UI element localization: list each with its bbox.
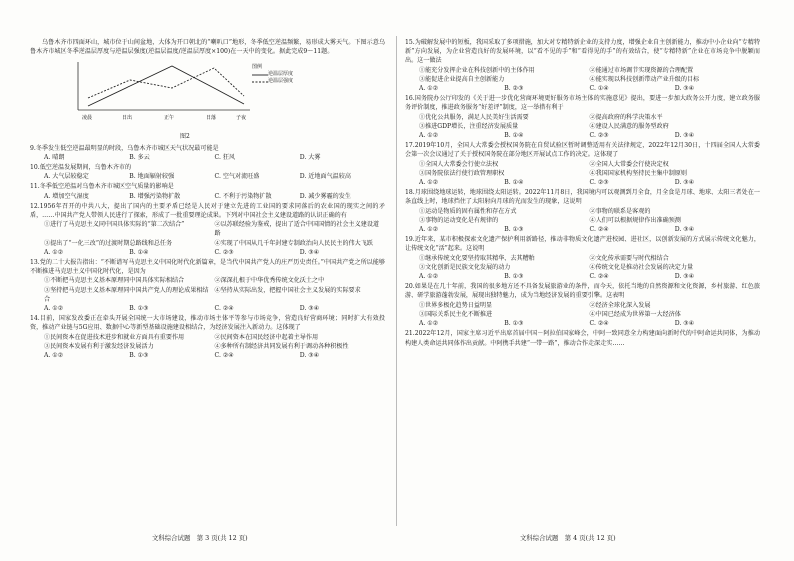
statement-list bbox=[44, 276, 385, 304]
statement-item: ④人们可以根据规律作出准确预测 bbox=[589, 216, 681, 224]
statement-item: ①进行了马克思主义同中国具体实际的“第二次结合” bbox=[44, 221, 185, 229]
question-text: 1956年召开的中共八大，提出了国内的主要矛盾已经是人民对于建立先进的工业国的要求同落后的农业国的现实之间的矛盾，……中国共产党人带领人民进行了探索，形成了一批重要理论成果。下列对中国社会主义建设道路的认识正确的有 bbox=[30, 202, 385, 220]
chart-svg bbox=[64, 58, 254, 126]
question-number: 15. bbox=[405, 39, 415, 46]
statement-item: ③提出了“一化三改”的过渡时期总路线和总任务 bbox=[44, 239, 173, 247]
answer-option: B. ①④ bbox=[504, 132, 524, 140]
answer-option: D. ③④ bbox=[299, 305, 320, 313]
answer-option: A. ①② bbox=[419, 273, 439, 281]
statement-item: ③民间资本发展有利于激发经济发展活力 bbox=[44, 342, 154, 350]
answer-option: D. ③④ bbox=[299, 352, 320, 360]
question-19 bbox=[405, 235, 760, 281]
statement-item: ④实现了中国从几千年封建专制政治向人民民主的伟大飞跃 bbox=[214, 239, 373, 247]
statement-item: ②能通过市场调节实现资源的合理配置 bbox=[589, 66, 694, 74]
question-number: 21. bbox=[405, 330, 415, 338]
footer-page-4: 文科综合试题 第 4 页(共 12 页) bbox=[520, 534, 616, 542]
question-stem bbox=[30, 202, 385, 220]
answer-options bbox=[44, 172, 385, 181]
question-text: 月球围绕地球运转，地球围绕太阳运转。2022年11月8日，我国境内可以观测到月全食，月全食是月球、地球、太阳三者处在一条直线上时，地球挡住了太阳射向月球的光而发生的现象，这说明 bbox=[405, 189, 760, 206]
statement-item: ②以苏联经验为鉴戒，提出了适合中国国情的社会主义建设道路 bbox=[214, 221, 380, 238]
statement-item: ④中国已经成为世界第一大经济体 bbox=[589, 310, 681, 318]
question-number: 16. bbox=[405, 95, 415, 103]
question-18 bbox=[405, 188, 760, 234]
answer-options bbox=[419, 319, 760, 328]
statement-list bbox=[44, 333, 385, 351]
question-text: 党的二十大报告指出：“不断谱写马克思主义中国化时代化新篇章，是当代中国共产党人的庄严历史责任。”中国共产党之所以能够不断推进马克思主义中国化时代化，是因为 bbox=[30, 259, 385, 276]
answer-option: C. ②③ bbox=[214, 248, 234, 256]
answer-options bbox=[44, 153, 385, 162]
answer-options bbox=[419, 225, 760, 234]
answer-option: A. ①② bbox=[419, 85, 439, 93]
answer-option: B. ①④ bbox=[129, 248, 149, 256]
statement-item: ③事物的运动变化是有规律的 bbox=[419, 216, 499, 224]
answer-option: A. ①② bbox=[419, 226, 439, 234]
question-stem bbox=[405, 38, 760, 66]
answer-option: C. ②④ bbox=[214, 352, 234, 360]
series-thickness bbox=[88, 66, 244, 106]
statement-item: ①不断把马克思主义基本原理同中国具体实际相结合 bbox=[44, 277, 185, 285]
statement-item: ③国际关系民主化不断推进 bbox=[419, 310, 493, 318]
statement-item: ②经济全球化深入发展 bbox=[589, 301, 651, 309]
question-14 bbox=[30, 314, 385, 360]
x-tick-3: 日落 bbox=[206, 115, 217, 122]
question-number: 14. bbox=[30, 315, 40, 323]
question-20 bbox=[405, 282, 760, 328]
statement-list bbox=[419, 66, 760, 84]
answer-option: C. ②④ bbox=[589, 226, 609, 234]
statement-item: ③能促进企业提高自主创新能力 bbox=[419, 75, 505, 83]
answer-option: B. ②③ bbox=[504, 85, 524, 93]
answer-option: B. ①③ bbox=[129, 305, 149, 313]
answer-options bbox=[419, 178, 760, 187]
question-text: 近年来，某市积极探索文化遗产保护利用新路径，推动非物质文化遗产进校园、进社区，以创新发展的方式展示传统文化魅力，让传统文化“活”起来。这说明 bbox=[405, 236, 760, 253]
question-text: 冬季低空逆温对乌鲁木齐市城区空气质量的影响是 bbox=[39, 183, 174, 191]
question-number: 17. bbox=[405, 142, 415, 150]
question-text: 2022年12月，国家主席习近平出席首届中国－阿拉伯国家峰会，中阿一致同意全力构建面向新时代的中阿命运共同体，为推动构建人类命运共同体作出贡献。中阿携手共建“一带一路”，推动合作走深走实…… bbox=[405, 330, 760, 347]
question-stem bbox=[30, 144, 385, 153]
statement-item: ④建设人民满意的服务型政府 bbox=[589, 122, 669, 130]
question-text: 低空逆温发展期间，乌鲁木齐市的 bbox=[39, 164, 132, 172]
answer-option: D. ③④ bbox=[299, 248, 320, 256]
answer-option: A. ①② bbox=[419, 179, 439, 187]
question-stem bbox=[30, 314, 385, 332]
statement-item: ③文化创新是民族文化发展的动力 bbox=[419, 263, 511, 271]
statement-item: ①世界多极化趋势日益明显 bbox=[419, 301, 493, 309]
question-text: 目前，国家发改委正在牵头开展全国统一大市场建设，推动市场主体平等参与市场竞争，营造良好营商环境；同时扩大有效投资，推动产业链与5G应用、数据中心等新型基础设施建设相结合，为经济发展注入新动力。这体现了 bbox=[30, 315, 385, 332]
answer-option: C. ①④ bbox=[589, 85, 609, 93]
question-10 bbox=[30, 163, 385, 181]
series-intensity bbox=[88, 68, 244, 98]
question-stem bbox=[405, 141, 760, 159]
statement-item: ①民间资本在促进技术进步和就业方面具有重要作用 bbox=[44, 333, 185, 341]
answer-option: C. ②④ bbox=[589, 273, 609, 281]
x-tick-2: 正午 bbox=[164, 115, 175, 122]
answer-options bbox=[419, 84, 760, 93]
answer-option: C. 不利于污染物扩散 bbox=[214, 192, 272, 200]
statement-item: ②深深扎根于中华优秀传统文化沃土之中 bbox=[214, 277, 325, 285]
x-tick-4: 子夜 bbox=[236, 115, 247, 122]
answer-option: C. 狂风 bbox=[214, 153, 236, 161]
question-stem bbox=[405, 282, 760, 300]
left-column bbox=[30, 38, 385, 361]
answer-option: D. ③④ bbox=[674, 179, 695, 187]
statement-item: ④多种所有制经济共同发展有利于调动各种积极性 bbox=[214, 342, 349, 350]
answer-options bbox=[419, 272, 760, 281]
x-tick-0: 凌晨 bbox=[82, 115, 93, 122]
question-number: 9. bbox=[30, 144, 36, 152]
inversion-chart bbox=[64, 58, 385, 128]
statement-item: ②民间资本在国民经济中起着主导作用 bbox=[214, 333, 319, 341]
question-12 bbox=[30, 202, 385, 257]
question-text: 国务院办公厅印发的《关于进一步优化营商环境更好服务市场主体的实施意见》提出，要进一步加大政务公开力度，建立政务服务评价制度，推进政务服务“好差评”制度，这一举措有利于 bbox=[405, 95, 760, 112]
answer-option: D. ③④ bbox=[674, 85, 695, 93]
answer-option: C. 空气对流旺盛 bbox=[214, 173, 260, 181]
answer-options bbox=[44, 192, 385, 201]
answer-option: D. 近地面气温较高 bbox=[299, 173, 351, 181]
question-number: 10. bbox=[30, 164, 40, 172]
statement-item: ②文化传承需要与时代相结合 bbox=[589, 254, 669, 262]
answer-option: C. ②③ bbox=[589, 132, 609, 140]
statement-item: ②全国人大常委会行使决定权 bbox=[589, 160, 669, 168]
question-13 bbox=[30, 258, 385, 313]
column-divider bbox=[396, 36, 397, 526]
question-number: 19. bbox=[405, 236, 415, 244]
question-number: 18. bbox=[405, 189, 415, 197]
answer-option: D. 减少雾霾的发生 bbox=[299, 192, 351, 200]
answer-option: B. 多云 bbox=[129, 153, 150, 161]
statement-list bbox=[419, 254, 760, 272]
answer-option: A. ①② bbox=[44, 248, 64, 256]
answer-option: A. ①② bbox=[44, 305, 64, 313]
question-stem bbox=[405, 188, 760, 206]
statement-item: ③坚持把马克思主义基本原理同中国共产党人的理论成果相结合 bbox=[44, 286, 209, 303]
statement-item: ①运动是物质的固有属性和存在方式 bbox=[419, 207, 517, 215]
question-number: 13. bbox=[30, 259, 40, 267]
question-number: 12. bbox=[30, 202, 40, 210]
figure-caption: 图2 bbox=[180, 133, 190, 141]
question-number: 11. bbox=[30, 183, 40, 191]
statement-item: ④传统文化是推动社会发展的决定力量 bbox=[589, 263, 694, 271]
answer-option: A. 增加空气湿度 bbox=[44, 192, 89, 200]
statement-list bbox=[419, 113, 760, 131]
statement-item: ①继承传统文化要坚持取其精华、去其糟粕 bbox=[419, 254, 535, 262]
question-9 bbox=[30, 144, 385, 162]
statement-item: ②事物的联系是客观的 bbox=[589, 207, 651, 215]
statement-list bbox=[44, 220, 385, 248]
answer-option: A. ①② bbox=[44, 352, 64, 360]
answer-option: A. 晴朗 bbox=[44, 153, 65, 161]
answer-option: C. ②③ bbox=[589, 179, 609, 187]
answer-option: D. ③④ bbox=[674, 273, 695, 281]
question-stem bbox=[405, 329, 760, 347]
question-stem bbox=[30, 163, 385, 172]
question-text: 如果是在几十年前，我国的很多地方还不具备发展旅游业的条件，而今天，依托当地的自然资源和文化资源，乡村旅游、红色旅游、研学旅游蓬勃发展，展现出独特魅力，成为当地经济发展的重要引擎。这表明 bbox=[405, 283, 760, 300]
statement-item: ④能实现以科技创新带动产业升级的目标 bbox=[589, 75, 700, 83]
answer-option: C. ②④ bbox=[589, 320, 609, 328]
right-question-list bbox=[405, 38, 760, 348]
answer-option: D. 大雾 bbox=[299, 153, 321, 161]
question-text: 冬季发生低空逆温最明显的时段，乌鲁木齐市城区天气状况最可能是 bbox=[35, 144, 219, 152]
statement-item: ③推进GDP增长，注重经济发展质量 bbox=[419, 122, 519, 130]
question-16 bbox=[405, 94, 760, 140]
answer-option: B. ①④ bbox=[504, 179, 524, 187]
right-column bbox=[405, 38, 760, 348]
question-number: 20. bbox=[405, 283, 415, 291]
answer-option: A. 大气层较稳定 bbox=[44, 173, 89, 181]
question-stem bbox=[405, 235, 760, 253]
question-stem bbox=[405, 94, 760, 112]
question-15 bbox=[405, 38, 760, 93]
answer-option: B. ①③ bbox=[504, 226, 524, 234]
answer-option: C. ②④ bbox=[214, 305, 234, 313]
statement-item: ③国务院依法行使行政管理职权 bbox=[419, 169, 505, 177]
answer-option: B. 增强污染物扩散 bbox=[129, 192, 181, 200]
legend-title: 图例 bbox=[252, 64, 263, 71]
left-question-list bbox=[30, 144, 385, 361]
statement-item: ①能充分发挥企业在科技创新中的主体作用 bbox=[419, 66, 535, 74]
answer-options bbox=[44, 351, 385, 360]
answer-option: D. ③④ bbox=[674, 226, 695, 234]
question-17 bbox=[405, 141, 760, 187]
statement-list bbox=[419, 207, 760, 225]
statement-list bbox=[419, 160, 760, 178]
answer-option: B. 地面辐射较强 bbox=[129, 173, 175, 181]
x-tick-1: 日出 bbox=[122, 115, 133, 122]
statement-item: ①优化公共服务，满足人民美好生活需要 bbox=[419, 113, 529, 121]
answer-option: D. ③④ bbox=[674, 320, 695, 328]
answer-options bbox=[44, 304, 385, 313]
statement-item: ②提高政府的科学决策水平 bbox=[589, 113, 663, 121]
chart-legend bbox=[252, 64, 293, 85]
legend-item-intensity: 逆温层强度 bbox=[268, 78, 294, 85]
answer-options bbox=[419, 131, 760, 140]
intro-paragraph: 乌鲁木齐市四面环山，城市位于山间盆地，大体为开口朝北的“喇叭口”地形，冬季低空逆温频繁，易形成大雾天气。下图示意乌鲁木齐市城区冬季逆温层厚度与逆温层强度(逆温层温度/逆温层厚度×100)在一天中的变化。据此完成9～11题。 bbox=[30, 39, 385, 56]
answer-option: A. ①② bbox=[419, 132, 439, 140]
answer-options bbox=[44, 248, 385, 257]
answer-option: D. ③④ bbox=[674, 132, 695, 140]
statement-list bbox=[419, 301, 760, 319]
statement-item: ④我国国家机构坚持民主集中制原则 bbox=[589, 169, 687, 177]
statement-item: ①全国人大常委会行使立法权 bbox=[419, 160, 499, 168]
answer-option: A. ①② bbox=[419, 320, 439, 328]
answer-option: B. ①③ bbox=[504, 320, 524, 328]
question-text: 为破解发展中的短板，我国采取了多项措施，加大对专精特新企业的支持力度，增强企业自主创新能力，推动中小企业向“专精特新”方向发展，为企业营造良好的发展环境，以“看不见的手”和“看得见的手”的有效结合，使“专精特新”企业在市场竞争中脱颖而出。这一做法 bbox=[405, 39, 760, 65]
question-stem bbox=[30, 182, 385, 191]
answer-option: B. ①③ bbox=[129, 352, 149, 360]
question-stem bbox=[30, 258, 385, 276]
footer-page-3: 文科综合试题 第 3 页(共 12 页) bbox=[152, 534, 248, 542]
statement-item: ④坚持从实际出发，把握中国社会主义发展的实际要求 bbox=[214, 286, 361, 294]
question-21 bbox=[405, 329, 760, 347]
question-text: 2019年10月，全国人大常委会授权国务院在自贸试验区暂时调整适用有关法律规定，2022年12月30日，十四届全国人大常委会第一次会议通过了关于授权国务院在部分地区开展试点工作的决定。这体现了 bbox=[405, 142, 760, 159]
legend-item-thickness: 逆温层厚度 bbox=[268, 71, 294, 78]
question-11 bbox=[30, 182, 385, 200]
answer-option: B. ①③ bbox=[504, 273, 524, 281]
